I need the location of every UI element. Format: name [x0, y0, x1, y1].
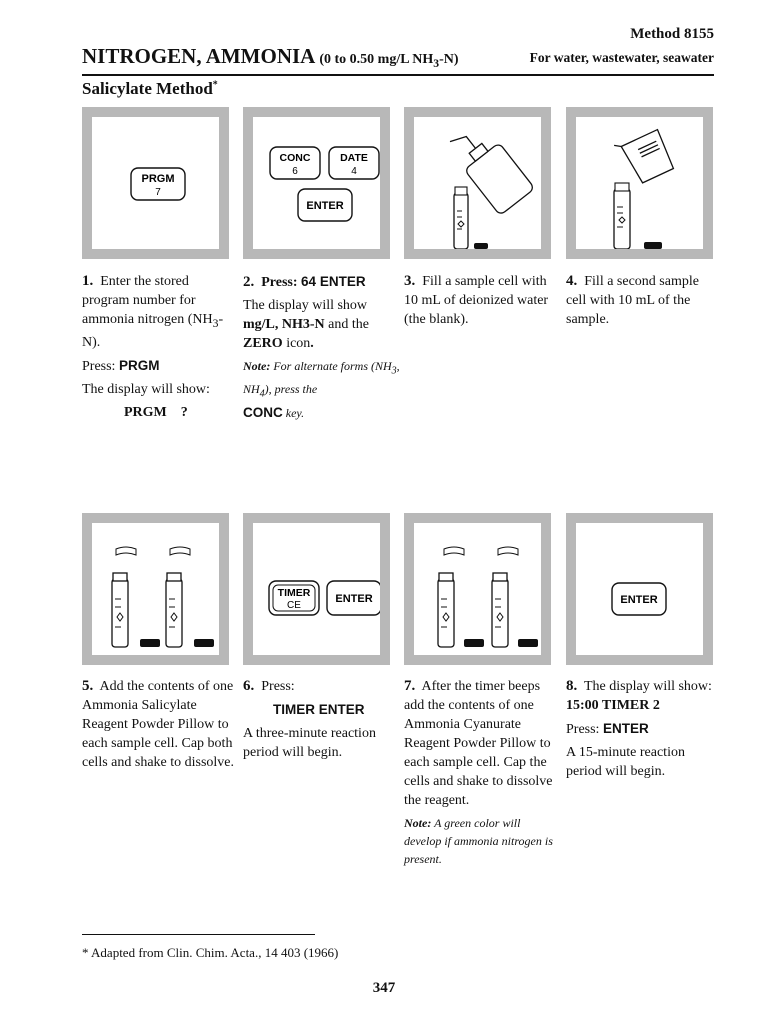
step-number: 4.	[566, 273, 578, 289]
display-label: The display will show:	[584, 679, 712, 694]
step-text: A 15-minute reaction period will begin.	[566, 745, 685, 779]
footnote-rule	[82, 934, 315, 935]
step-1	[82, 272, 238, 426]
display-value: PRGM ?	[124, 404, 188, 420]
illustration-step-3	[404, 107, 551, 259]
step-5	[82, 677, 238, 776]
prgm-key-icon	[92, 117, 219, 249]
conc-key-label: CONC	[279, 152, 311, 164]
display-units: mg/L, NH3-N	[243, 317, 325, 332]
note-text-mid: , NH	[243, 359, 400, 397]
enter-key-label: ENTER	[335, 593, 373, 605]
display-zero: ZERO	[243, 336, 283, 351]
keypad-icon	[253, 117, 380, 249]
note-text: For alternate forms (NH	[273, 359, 392, 373]
beaker-and-cell-icon	[576, 117, 703, 249]
footnote: * Adapted from Clin. Chim. Acta., 14 403 (1966)	[82, 945, 339, 960]
enter-key-icon	[576, 523, 703, 655]
step-text: A three-minute reaction period will begin.	[243, 726, 376, 760]
note-sub: 3	[391, 365, 397, 377]
step-number: 8.	[566, 678, 578, 694]
note-sub: 4	[259, 388, 265, 400]
illustration-step-5	[82, 513, 229, 665]
step-2	[243, 272, 401, 426]
enter-key-label: ENTER	[620, 594, 658, 606]
conc-key-number: 6	[292, 166, 298, 177]
press-key: ENTER	[602, 721, 649, 736]
prgm-key-number: 7	[155, 187, 161, 198]
illustration-step-4	[566, 107, 713, 259]
display-period: .	[310, 336, 314, 351]
step-number: 6.	[243, 678, 255, 694]
pillows-and-cells-icon	[92, 523, 219, 655]
illustration-step-8	[566, 513, 713, 665]
step-text: Enter the stored program number for ammonia nitrogen (NH	[82, 274, 213, 327]
display-text: The display will show	[243, 298, 368, 313]
subtitle	[82, 79, 218, 99]
step-6	[243, 677, 399, 766]
step-text: After the timer beeps add the contents of one Ammonia Cyanurate Reagent Powder Pillow to each sample cell. Cap the cells and shake to dissolve the reagent.	[404, 679, 553, 808]
timer-key-label: TIMER	[277, 587, 311, 599]
illustration-step-6	[243, 513, 390, 665]
step-8	[566, 677, 716, 785]
step-number: 7.	[404, 678, 416, 694]
note-label: Note:	[404, 816, 432, 830]
title-range	[319, 52, 459, 70]
display-icon-word: icon	[286, 336, 311, 351]
note-label: Note:	[243, 359, 271, 373]
prgm-key-label: PRGM	[141, 173, 175, 185]
press-label: Press:	[261, 275, 298, 290]
illustration-step-1	[82, 107, 229, 259]
step-number: 5.	[82, 678, 94, 694]
title-scope: For water, wastewater, seawater	[529, 50, 714, 65]
press-keys: TIMER ENTER	[273, 702, 365, 717]
display-text-and: and the	[328, 317, 369, 332]
illustration-step-7	[404, 513, 551, 665]
press-label: Press:	[82, 358, 116, 374]
ce-key-label: CE	[287, 600, 301, 611]
note-text-end: ), press the	[264, 382, 318, 397]
step-4	[566, 272, 716, 333]
pillows-and-cells-icon	[414, 523, 541, 655]
date-key-number: 4	[351, 166, 357, 177]
step-number: 3.	[404, 273, 416, 289]
subtitle-text: Salicylate Method	[82, 79, 213, 98]
illustration-step-2	[243, 107, 390, 259]
step-number: 2.	[243, 274, 255, 290]
title-range-sub: 3	[433, 56, 440, 70]
note-text: A green color will develop if ammonia nitrogen is present.	[404, 816, 553, 866]
timer-enter-keys-icon	[253, 523, 380, 655]
step-3	[404, 272, 560, 333]
method-number: Method 8155	[630, 26, 714, 42]
title-main: NITROGEN, AMMONIA	[82, 44, 316, 68]
note-text-key: key.	[285, 405, 305, 420]
press-label: Press:	[261, 679, 295, 694]
press-label: Press:	[566, 722, 600, 737]
note-key: CONC	[243, 404, 283, 420]
step-text: Add the contents of one Ammonia Salicylate Reagent Powder Pillow to each sample cell. Cap both cells and shake to dissolve.	[82, 679, 235, 770]
step-text: Fill a sample cell with 10 mL of deionized water (the blank).	[404, 274, 549, 327]
wash-bottle-and-cell-icon	[414, 117, 541, 249]
step-number: 1.	[82, 273, 94, 289]
enter-key-label: ENTER	[306, 200, 344, 212]
step-text-sub: 3	[212, 316, 219, 330]
step-7	[404, 677, 560, 872]
press-key: PRGM	[118, 357, 160, 373]
date-key-label: DATE	[340, 152, 368, 164]
display-label: The display will show:	[82, 381, 210, 397]
page-number: 347	[372, 980, 396, 996]
step-text: Fill a second sample cell with 10 mL of the sample.	[566, 274, 699, 327]
subtitle-footnote-mark: *	[212, 79, 218, 91]
display-value: 15:00 TIMER 2	[566, 698, 660, 713]
header-rule	[82, 74, 714, 76]
step-text-end: -N).	[82, 312, 224, 350]
title-range-post: -N)	[439, 52, 459, 67]
page-title	[82, 44, 714, 70]
press-key: 64 ENTER	[301, 274, 366, 289]
title-range-pre: (0 to 0.50 mg/L NH	[319, 52, 434, 67]
